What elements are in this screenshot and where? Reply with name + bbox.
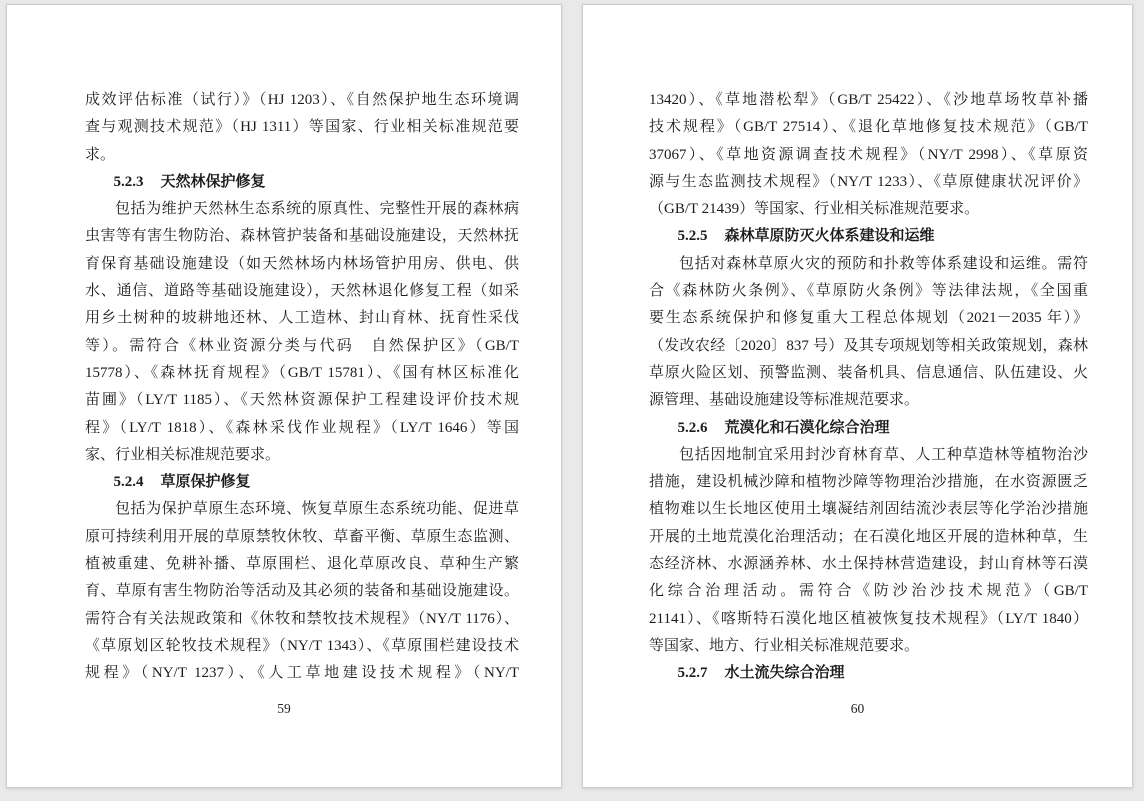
text-line: 13420）、《草地潜松犁》（GB/T 25422）、《沙地草场牧草补播 xyxy=(649,92,1088,108)
text-line: 查与观测技术规范》（HJ 1311）等国家、行业相关标准规范要 xyxy=(85,119,519,136)
page-number: 60 xyxy=(850,701,865,716)
section-number: 5.2.6 xyxy=(677,419,708,436)
section-number: 5.2.4 xyxy=(113,474,144,491)
text-line: 原可持续利用开展的草原禁牧休牧、草畜平衡、草原生态监测、 xyxy=(85,528,519,545)
text-line: 规程》（NY/T 1237）、《人工草地建设技术规程》（NY/T xyxy=(85,665,519,682)
text-line: 等国家、地方、行业相关标准规范要求。 xyxy=(649,637,920,654)
text-line: 成效评估标准（试行）》（HJ 1203）、《自然保护地生态环境调 xyxy=(85,92,519,108)
text-line: 苗圃》（LY/T 1185）、《天然林资源保护工程建设评价技术规 xyxy=(85,392,519,409)
section-number: 5.2.7 xyxy=(677,665,708,682)
document-page-60 xyxy=(582,4,1133,788)
text-line: 化综合治理活动。需符合《防沙治沙技术规范》（GB/T xyxy=(649,583,1088,600)
text-line: 开展的土地荒漠化治理活动；在石漠化地区开展的造林种草，生 xyxy=(649,528,1088,545)
section-title: 森林草原防灭火体系建设和运维 xyxy=(724,228,935,245)
section-heading xyxy=(85,469,519,496)
text-line: 需符合有关法规政策和《休牧和禁牧技术规程》（NY/T 1176）、 xyxy=(85,610,519,627)
text-line: 37067）、《草地资源调查技术规程》（NY/T 2998）、《草原资 xyxy=(649,146,1088,163)
section-number: 5.2.3 xyxy=(113,173,144,190)
text-line: 要生态系统保护和修复重大工程总体规划（2021－2035 年）》 xyxy=(649,310,1088,327)
text-line: 合《森林防火条例》、《草原防火条例》等法律法规，《全国重 xyxy=(649,283,1088,300)
text-line: 育、草原有害生物防治等活动及其必须的装备和基础设施建设。 xyxy=(85,583,519,600)
text-line: 等）。需符合《林业资源分类与代码 自然保护区》（GB/T xyxy=(85,337,519,354)
text-line: 水、通信、道路等基础设施建设），天然林退化修复工程（如采 xyxy=(85,283,519,300)
section-heading xyxy=(649,223,1088,250)
text-line: 求。 xyxy=(85,146,116,163)
text-line: 虫害等有害生物防治、森林管护装备和基础设施建设，天然林抚 xyxy=(85,228,519,245)
section-title: 水土流失综合治理 xyxy=(724,665,845,682)
text-line: 程》（LY/T 1818）、《森林采伐作业规程》（LY/T 1646）等国 xyxy=(85,419,519,436)
text-line: 源与生态监测技术规程》（NY/T 1233）、《草原健康状况评价》 xyxy=(649,173,1088,190)
section-heading xyxy=(649,660,1088,687)
text-line: 技术规程》（GB/T 27514）、《退化草地修复技术规范》（GB/T xyxy=(649,119,1088,136)
text-line: 植物难以生长地区使用土壤凝结剂固结流沙表层等化学治沙措施 xyxy=(649,501,1088,518)
section-title: 荒漠化和石漠化综合治理 xyxy=(724,419,890,436)
text-line: 包括对森林草原火灾的预防和扑救等体系建设和运维。需符 xyxy=(679,255,1088,272)
text-line: 源管理、基础设施建设等标准规范要求。 xyxy=(649,392,920,409)
text-line: 态经济林、水源涵养林、水土保持林营造建设，封山育林等石漠 xyxy=(649,556,1088,573)
section-heading xyxy=(85,169,519,196)
text-line: 《草原划区轮牧技术规程》（NY/T 1343）、《草原围栏建设技术 xyxy=(85,637,519,654)
text-line: （发改农经〔2020〕837 号）及其专项规划等相关政策规划，森林 xyxy=(649,337,1088,354)
text-line: 21141）、《喀斯特石漠化地区植被恢复技术规程》（LY/T 1840） xyxy=(649,610,1088,627)
text-line: 植被重建、免耕补播、草原围栏、退化草原改良、草种生产繁 xyxy=(85,556,519,573)
text-line: 包括为保护草原生态环境、恢复草原生态系统功能、促进草 xyxy=(115,501,519,518)
text-line: 草原火险区划、预警监测、装备机具、信息通信、队伍建设、火 xyxy=(649,364,1088,381)
section-title: 天然林保护修复 xyxy=(160,173,266,190)
text-line: 包括因地制宜采用封沙育林育草、人工种草造林等植物治沙 xyxy=(679,446,1088,463)
page-number: 59 xyxy=(277,701,291,716)
text-line: 15778）、《森林抚育规程》（GB/T 15781）、《国有林区标准化 xyxy=(85,364,519,381)
section-number: 5.2.5 xyxy=(677,228,708,245)
section-heading xyxy=(649,415,1088,442)
text-line: 家、行业相关标准规范要求。 xyxy=(85,446,281,463)
section-title: 草原保护修复 xyxy=(160,474,251,491)
text-line: 用乡土树种的坡耕地还林、人工造林、封山育林、抚育性采伐 xyxy=(85,310,519,327)
text-line: 措施，建设机械沙障和植物沙障等物理治沙措施，在水资源匮乏 xyxy=(649,474,1088,491)
text-line: 包括为维护天然林生态系统的原真性、完整性开展的森林病 xyxy=(115,201,519,218)
text-line: 育保育基础设施建设（如天然林场内林场管护用房、供电、供 xyxy=(85,255,519,272)
document-page-59 xyxy=(6,4,562,788)
text-line: （GB/T 21439）等国家、行业相关标准规范要求。 xyxy=(649,201,980,218)
